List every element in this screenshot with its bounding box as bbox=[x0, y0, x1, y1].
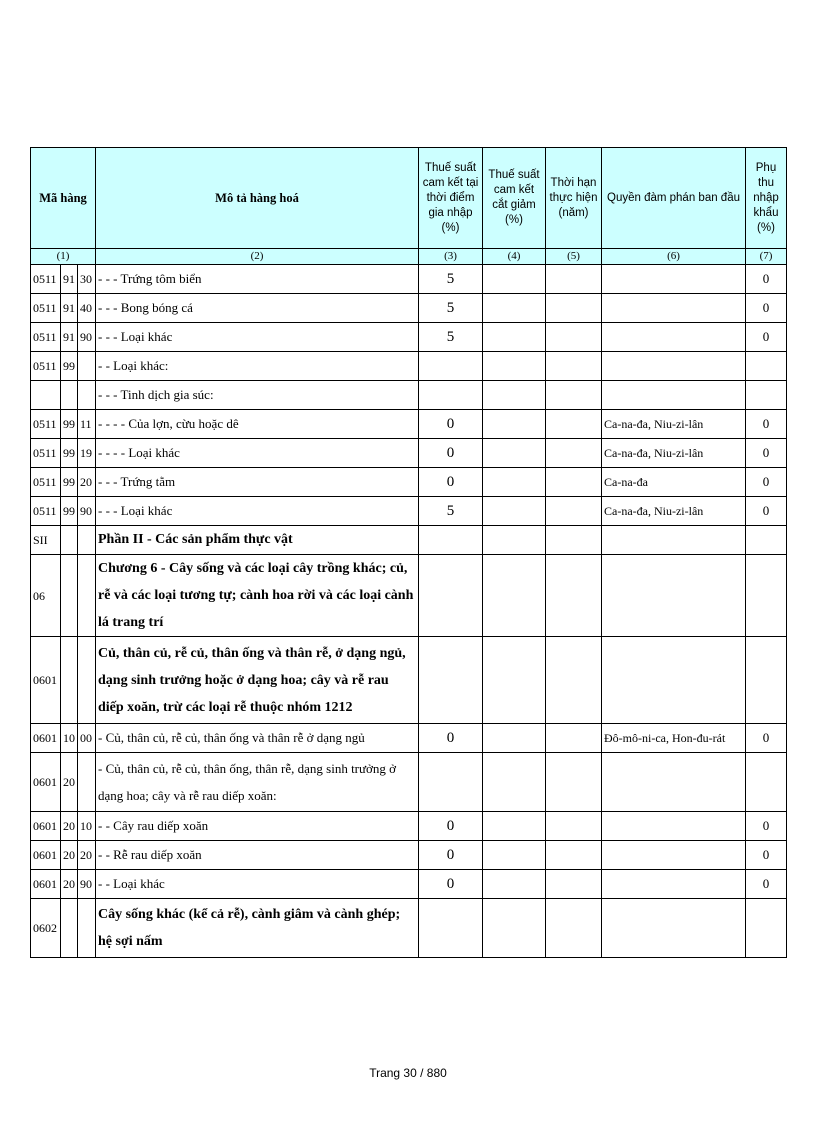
hs-code-subheading: 99 bbox=[61, 468, 78, 497]
table-row bbox=[31, 294, 787, 323]
import-surcharge: 0 bbox=[746, 294, 787, 323]
column-number: (4) bbox=[483, 249, 546, 265]
goods-description: - - Cây rau diếp xoăn bbox=[96, 812, 419, 841]
hs-code-suffix: 40 bbox=[78, 294, 96, 323]
rate-at-accession: 0 bbox=[419, 439, 483, 468]
tariff-body bbox=[31, 265, 787, 958]
goods-description: - - - Tinh dịch gia súc: bbox=[96, 381, 419, 410]
header-implementation: Thời hạn thực hiện (năm) bbox=[546, 148, 602, 249]
table-row bbox=[31, 753, 787, 812]
column-number: (7) bbox=[746, 249, 787, 265]
rate-reduced bbox=[483, 526, 546, 555]
rate-at-accession: 0 bbox=[419, 468, 483, 497]
hs-code-heading: 0601 bbox=[31, 812, 61, 841]
negotiating-rights bbox=[602, 323, 746, 352]
rate-reduced bbox=[483, 870, 546, 899]
goods-description: Cây sống khác (kể cả rễ), cành giâm và cành ghép; hệ sợi nấm bbox=[96, 899, 419, 958]
hs-code-subheading: 20 bbox=[61, 841, 78, 870]
hs-code-subheading: 91 bbox=[61, 323, 78, 352]
column-number: (3) bbox=[419, 249, 483, 265]
rate-reduced bbox=[483, 753, 546, 812]
implementation-period bbox=[546, 439, 602, 468]
rate-reduced bbox=[483, 899, 546, 958]
import-surcharge: 0 bbox=[746, 439, 787, 468]
tariff-table bbox=[30, 147, 787, 958]
rate-at-accession bbox=[419, 637, 483, 724]
hs-code-heading: 0511 bbox=[31, 497, 61, 526]
table-row bbox=[31, 468, 787, 497]
table-row bbox=[31, 410, 787, 439]
import-surcharge bbox=[746, 352, 787, 381]
import-surcharge: 0 bbox=[746, 497, 787, 526]
import-surcharge bbox=[746, 526, 787, 555]
column-number: (2) bbox=[96, 249, 419, 265]
hs-code-suffix: 30 bbox=[78, 265, 96, 294]
hs-code-suffix bbox=[78, 555, 96, 637]
import-surcharge: 0 bbox=[746, 724, 787, 753]
hs-code-subheading bbox=[61, 555, 78, 637]
rate-at-accession: 5 bbox=[419, 497, 483, 526]
hs-code-suffix: 19 bbox=[78, 439, 96, 468]
hs-code-heading: 0601 bbox=[31, 870, 61, 899]
implementation-period bbox=[546, 899, 602, 958]
rate-at-accession bbox=[419, 899, 483, 958]
hs-code-subheading bbox=[61, 899, 78, 958]
header-row bbox=[31, 148, 787, 249]
negotiating-rights bbox=[602, 899, 746, 958]
table-row bbox=[31, 841, 787, 870]
column-number-row bbox=[31, 249, 787, 265]
negotiating-rights bbox=[602, 870, 746, 899]
rate-reduced bbox=[483, 294, 546, 323]
goods-description: - - - Loại khác bbox=[96, 497, 419, 526]
hs-code-suffix: 90 bbox=[78, 497, 96, 526]
import-surcharge: 0 bbox=[746, 870, 787, 899]
hs-code-heading: 0511 bbox=[31, 294, 61, 323]
hs-code-suffix: 10 bbox=[78, 812, 96, 841]
table-row bbox=[31, 637, 787, 724]
negotiating-rights: Ca-na-đa, Niu-zi-lân bbox=[602, 439, 746, 468]
implementation-period bbox=[546, 265, 602, 294]
implementation-period bbox=[546, 526, 602, 555]
hs-code-suffix: 00 bbox=[78, 724, 96, 753]
table-row bbox=[31, 526, 787, 555]
hs-code-heading: 0511 bbox=[31, 468, 61, 497]
negotiating-rights: Ca-na-đa, Niu-zi-lân bbox=[602, 410, 746, 439]
rate-at-accession: 5 bbox=[419, 294, 483, 323]
negotiating-rights bbox=[602, 381, 746, 410]
column-number: (6) bbox=[602, 249, 746, 265]
hs-code-heading: 0601 bbox=[31, 841, 61, 870]
hs-code-heading: SII bbox=[31, 526, 61, 555]
goods-description: - - - - Của lợn, cừu hoặc dê bbox=[96, 410, 419, 439]
table-row bbox=[31, 265, 787, 294]
hs-code-heading: 0511 bbox=[31, 265, 61, 294]
goods-description: Phần II - Các sản phẩm thực vật bbox=[96, 526, 419, 555]
hs-code-suffix bbox=[78, 899, 96, 958]
rate-at-accession: 0 bbox=[419, 410, 483, 439]
header-code: Mã hàng bbox=[31, 148, 96, 249]
hs-code-heading: 0511 bbox=[31, 439, 61, 468]
table-row bbox=[31, 439, 787, 468]
negotiating-rights bbox=[602, 526, 746, 555]
hs-code-heading: 0601 bbox=[31, 724, 61, 753]
hs-code-suffix: 20 bbox=[78, 468, 96, 497]
table-row bbox=[31, 352, 787, 381]
hs-code-heading: 0511 bbox=[31, 352, 61, 381]
table-row bbox=[31, 870, 787, 899]
table-row bbox=[31, 323, 787, 352]
column-number: (5) bbox=[546, 249, 602, 265]
rate-reduced bbox=[483, 323, 546, 352]
implementation-period bbox=[546, 812, 602, 841]
hs-code-heading: 0511 bbox=[31, 410, 61, 439]
rate-reduced bbox=[483, 265, 546, 294]
hs-code-suffix bbox=[78, 381, 96, 410]
import-surcharge bbox=[746, 637, 787, 724]
goods-description: - - Loại khác bbox=[96, 870, 419, 899]
table-row bbox=[31, 497, 787, 526]
negotiating-rights bbox=[602, 753, 746, 812]
page-number: Trang 30 / 880 bbox=[369, 1066, 447, 1080]
hs-code-suffix bbox=[78, 352, 96, 381]
negotiating-rights bbox=[602, 841, 746, 870]
hs-code-suffix: 90 bbox=[78, 870, 96, 899]
rate-reduced bbox=[483, 381, 546, 410]
hs-code-subheading: 20 bbox=[61, 812, 78, 841]
implementation-period bbox=[546, 724, 602, 753]
implementation-period bbox=[546, 294, 602, 323]
table-row bbox=[31, 724, 787, 753]
table-row bbox=[31, 812, 787, 841]
hs-code-heading: 0602 bbox=[31, 899, 61, 958]
negotiating-rights: Đô-mô-ni-ca, Hon-đu-rát bbox=[602, 724, 746, 753]
rate-at-accession bbox=[419, 381, 483, 410]
negotiating-rights: Ca-na-đa, Niu-zi-lân bbox=[602, 497, 746, 526]
goods-description: - - Loại khác: bbox=[96, 352, 419, 381]
import-surcharge: 0 bbox=[746, 468, 787, 497]
table-row bbox=[31, 381, 787, 410]
rate-reduced bbox=[483, 410, 546, 439]
implementation-period bbox=[546, 381, 602, 410]
import-surcharge: 0 bbox=[746, 265, 787, 294]
hs-code-subheading bbox=[61, 637, 78, 724]
rate-reduced bbox=[483, 555, 546, 637]
goods-description: - - - - Loại khác bbox=[96, 439, 419, 468]
rate-at-accession bbox=[419, 555, 483, 637]
hs-code-suffix: 11 bbox=[78, 410, 96, 439]
goods-description: - Củ, thân củ, rễ củ, thân ống, thân rễ, dạng sinh trưởng ở dạng hoa; cây và rễ rau diếp xoăn: bbox=[96, 753, 419, 812]
negotiating-rights: Ca-na-đa bbox=[602, 468, 746, 497]
negotiating-rights bbox=[602, 294, 746, 323]
goods-description: Chương 6 - Cây sống và các loại cây trồng khác; củ, rễ và các loại tương tự; cành hoa rời và các loại cành lá trang trí bbox=[96, 555, 419, 637]
rate-at-accession: 0 bbox=[419, 841, 483, 870]
hs-code-suffix bbox=[78, 753, 96, 812]
hs-code-subheading: 99 bbox=[61, 497, 78, 526]
negotiating-rights bbox=[602, 637, 746, 724]
implementation-period bbox=[546, 468, 602, 497]
rate-at-accession: 0 bbox=[419, 870, 483, 899]
hs-code-heading: 0511 bbox=[31, 323, 61, 352]
goods-description: - - Rễ rau diếp xoăn bbox=[96, 841, 419, 870]
import-surcharge bbox=[746, 899, 787, 958]
rate-at-accession bbox=[419, 526, 483, 555]
hs-code-heading: 0601 bbox=[31, 753, 61, 812]
import-surcharge: 0 bbox=[746, 410, 787, 439]
implementation-period bbox=[546, 555, 602, 637]
header-negotiating-rights: Quyền đàm phán ban đầu bbox=[602, 148, 746, 249]
rate-reduced bbox=[483, 724, 546, 753]
negotiating-rights bbox=[602, 352, 746, 381]
header-description: Mô tả hàng hoá bbox=[96, 148, 419, 249]
column-number: (1) bbox=[31, 249, 96, 265]
rate-at-accession: 0 bbox=[419, 724, 483, 753]
hs-code-subheading: 20 bbox=[61, 753, 78, 812]
hs-code-subheading bbox=[61, 526, 78, 555]
header-surcharge: Phụ thu nhập khẩu (%) bbox=[746, 148, 787, 249]
goods-description: - - - Trứng tằm bbox=[96, 468, 419, 497]
import-surcharge: 0 bbox=[746, 323, 787, 352]
implementation-period bbox=[546, 497, 602, 526]
rate-reduced bbox=[483, 352, 546, 381]
import-surcharge: 0 bbox=[746, 812, 787, 841]
hs-code-subheading: 99 bbox=[61, 352, 78, 381]
implementation-period bbox=[546, 870, 602, 899]
header-rate-reduced: Thuế suất cam kết cắt giảm (%) bbox=[483, 148, 546, 249]
hs-code-suffix: 20 bbox=[78, 841, 96, 870]
hs-code-suffix bbox=[78, 526, 96, 555]
header-rate-at-accession: Thuế suất cam kết tại thời điểm gia nhập (%) bbox=[419, 148, 483, 249]
negotiating-rights bbox=[602, 812, 746, 841]
hs-code-heading bbox=[31, 381, 61, 410]
goods-description: Củ, thân củ, rễ củ, thân ống và thân rễ, ở dạng ngủ, dạng sinh trưởng hoặc ở dạng hoa; cây và rễ rau diếp xoăn, trừ các loại rễ thuộc nhóm 1212 bbox=[96, 637, 419, 724]
import-surcharge bbox=[746, 753, 787, 812]
rate-reduced bbox=[483, 468, 546, 497]
goods-description: - - - Trứng tôm biển bbox=[96, 265, 419, 294]
rate-at-accession: 5 bbox=[419, 265, 483, 294]
hs-code-heading: 06 bbox=[31, 555, 61, 637]
implementation-period bbox=[546, 323, 602, 352]
rate-at-accession bbox=[419, 352, 483, 381]
hs-code-subheading: 99 bbox=[61, 439, 78, 468]
goods-description: - - - Bong bóng cá bbox=[96, 294, 419, 323]
rate-reduced bbox=[483, 841, 546, 870]
hs-code-subheading bbox=[61, 381, 78, 410]
negotiating-rights bbox=[602, 265, 746, 294]
rate-at-accession bbox=[419, 753, 483, 812]
rate-reduced bbox=[483, 812, 546, 841]
import-surcharge: 0 bbox=[746, 841, 787, 870]
table-row bbox=[31, 899, 787, 958]
rate-reduced bbox=[483, 637, 546, 724]
hs-code-subheading: 91 bbox=[61, 294, 78, 323]
implementation-period bbox=[546, 841, 602, 870]
hs-code-subheading: 91 bbox=[61, 265, 78, 294]
goods-description: - - - Loại khác bbox=[96, 323, 419, 352]
hs-code-heading: 0601 bbox=[31, 637, 61, 724]
rate-at-accession: 0 bbox=[419, 812, 483, 841]
implementation-period bbox=[546, 637, 602, 724]
hs-code-suffix bbox=[78, 637, 96, 724]
implementation-period bbox=[546, 753, 602, 812]
table-row bbox=[31, 555, 787, 637]
implementation-period bbox=[546, 410, 602, 439]
negotiating-rights bbox=[602, 555, 746, 637]
hs-code-subheading: 99 bbox=[61, 410, 78, 439]
import-surcharge bbox=[746, 555, 787, 637]
rate-at-accession: 5 bbox=[419, 323, 483, 352]
hs-code-subheading: 20 bbox=[61, 870, 78, 899]
hs-code-suffix: 90 bbox=[78, 323, 96, 352]
hs-code-subheading: 10 bbox=[61, 724, 78, 753]
import-surcharge bbox=[746, 381, 787, 410]
goods-description: - Củ, thân củ, rễ củ, thân ống và thân rễ ở dạng ngủ bbox=[96, 724, 419, 753]
rate-reduced bbox=[483, 497, 546, 526]
implementation-period bbox=[546, 352, 602, 381]
rate-reduced bbox=[483, 439, 546, 468]
